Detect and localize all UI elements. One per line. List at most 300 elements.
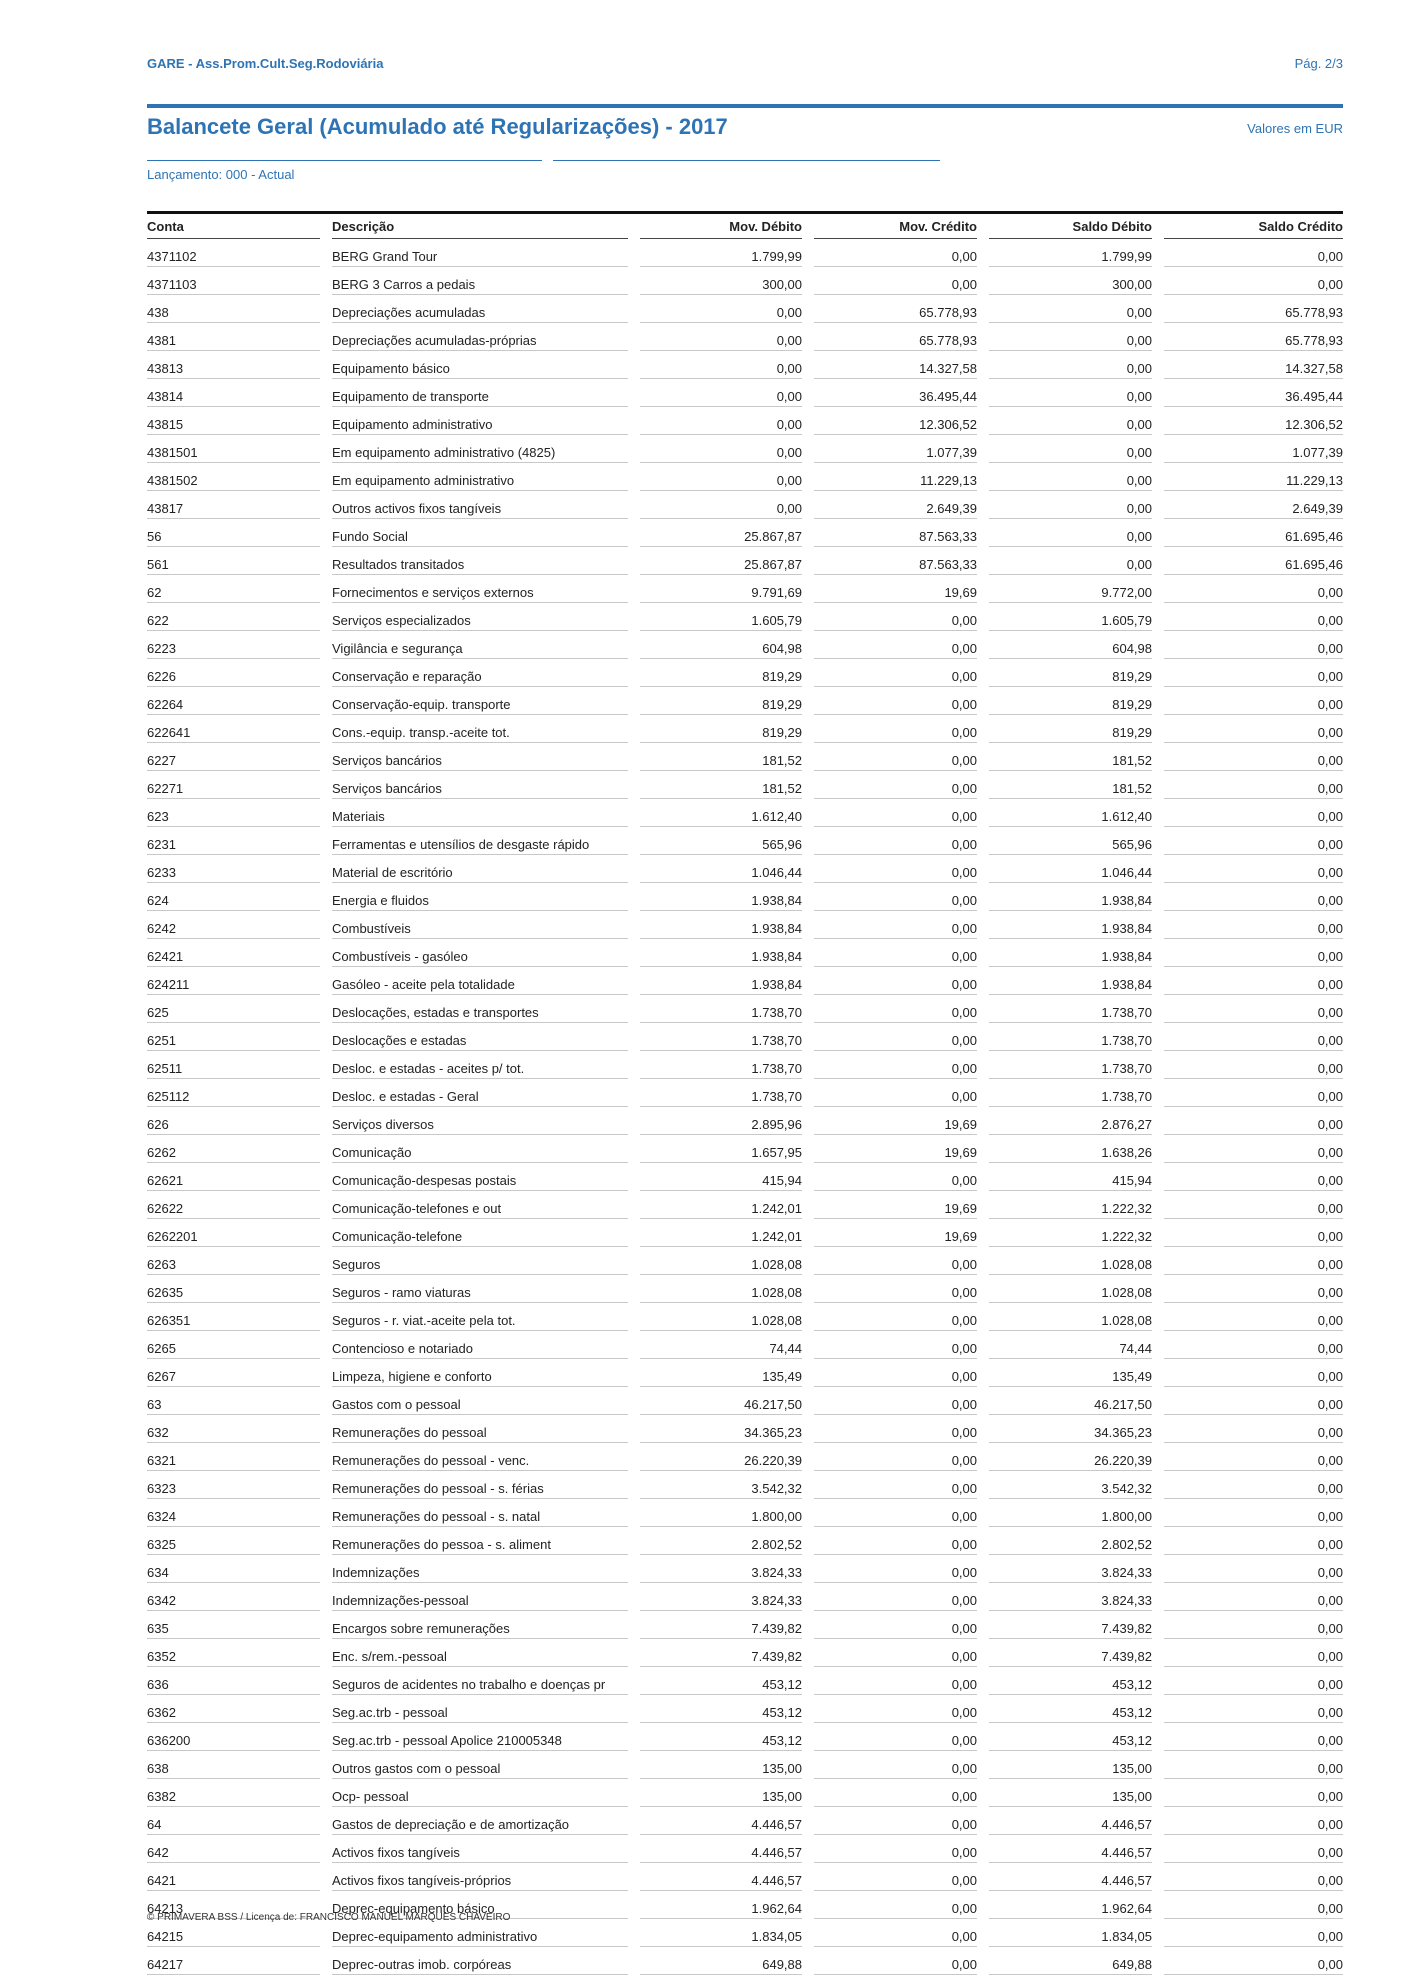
mov-credit-cell: 0,00 [814, 967, 977, 995]
mov-credit-cell: 0,00 [814, 1891, 977, 1919]
table-row [147, 1163, 1343, 1191]
mov-credit-cell: 0,00 [814, 1835, 977, 1863]
mov-credit-cell: 0,00 [814, 1863, 977, 1891]
balance-credit-cell: 0,00 [1164, 603, 1343, 631]
description-cell: Combustíveis [332, 911, 628, 939]
description-cell: Seguros - ramo viaturas [332, 1275, 628, 1303]
account-code-cell: 638 [147, 1751, 320, 1779]
description-cell: Remunerações do pessoal - s. natal [332, 1499, 628, 1527]
table-row [147, 1947, 1343, 1975]
mov-debit-cell: 135,00 [640, 1751, 802, 1779]
description-cell: Material de escritório [332, 855, 628, 883]
account-code-cell: 6231 [147, 827, 320, 855]
balance-credit-cell: 0,00 [1164, 1247, 1343, 1275]
table-row [147, 911, 1343, 939]
balance-credit-cell: 0,00 [1164, 239, 1343, 267]
balance-debit-cell: 1.222,32 [989, 1191, 1152, 1219]
balance-debit-cell: 135,00 [989, 1751, 1152, 1779]
account-code-cell: 43814 [147, 379, 320, 407]
mov-debit-cell: 7.439,82 [640, 1639, 802, 1667]
balance-credit-cell: 61.695,46 [1164, 519, 1343, 547]
account-code-cell: 6362 [147, 1695, 320, 1723]
mov-credit-cell: 0,00 [814, 995, 977, 1023]
account-code-cell: 4381 [147, 323, 320, 351]
balance-credit-cell: 11.229,13 [1164, 463, 1343, 491]
description-cell: Seguros de acidentes no trabalho e doenças pr [332, 1667, 628, 1695]
balance-debit-cell: 1.028,08 [989, 1275, 1152, 1303]
description-cell: Indemnizações [332, 1555, 628, 1583]
balance-debit-cell: 453,12 [989, 1667, 1152, 1695]
table-row [147, 995, 1343, 1023]
description-cell: Outros gastos com o pessoal [332, 1751, 628, 1779]
balance-credit-cell: 0,00 [1164, 1219, 1343, 1247]
description-cell: Remunerações do pessoal - venc. [332, 1443, 628, 1471]
mov-credit-cell: 0,00 [814, 827, 977, 855]
balance-credit-cell: 2.649,39 [1164, 491, 1343, 519]
balance-credit-cell: 0,00 [1164, 827, 1343, 855]
account-code-cell: 64217 [147, 1947, 320, 1975]
mov-credit-cell: 36.495,44 [814, 379, 977, 407]
account-code-cell: 6352 [147, 1639, 320, 1667]
mov-debit-cell: 604,98 [640, 631, 802, 659]
table-row [147, 1835, 1343, 1863]
mov-debit-cell: 1.605,79 [640, 603, 802, 631]
account-code-cell: 624211 [147, 967, 320, 995]
account-code-cell: 6267 [147, 1359, 320, 1387]
description-cell: Serviços especializados [332, 603, 628, 631]
table-row [147, 351, 1343, 379]
balance-debit-cell: 4.446,57 [989, 1835, 1152, 1863]
table-row [147, 435, 1343, 463]
description-cell: Deprec-equipamento básico [332, 1891, 628, 1919]
mov-debit-cell: 1.800,00 [640, 1499, 802, 1527]
mov-credit-cell: 19,69 [814, 1191, 977, 1219]
mov-debit-cell: 0,00 [640, 351, 802, 379]
balance-credit-cell: 0,00 [1164, 1499, 1343, 1527]
mov-credit-cell: 0,00 [814, 267, 977, 295]
mov-credit-cell: 0,00 [814, 1807, 977, 1835]
account-code-cell: 625112 [147, 1079, 320, 1107]
mov-debit-cell: 1.028,08 [640, 1247, 802, 1275]
table-row [147, 1135, 1343, 1163]
col-header-saldo-credito: Saldo Crédito [1164, 214, 1343, 239]
balance-credit-cell: 0,00 [1164, 1919, 1343, 1947]
balance-debit-cell: 1.738,70 [989, 1079, 1152, 1107]
account-code-cell: 6262 [147, 1135, 320, 1163]
account-code-cell: 625 [147, 995, 320, 1023]
account-code-cell: 438 [147, 295, 320, 323]
account-code-cell: 43813 [147, 351, 320, 379]
balance-credit-cell: 0,00 [1164, 1331, 1343, 1359]
table-row [147, 855, 1343, 883]
mov-debit-cell: 1.938,84 [640, 883, 802, 911]
table-row [147, 491, 1343, 519]
balance-credit-cell: 65.778,93 [1164, 295, 1343, 323]
mov-credit-cell: 0,00 [814, 911, 977, 939]
account-code-cell: 642 [147, 1835, 320, 1863]
col-header-conta: Conta [147, 214, 320, 239]
mov-credit-cell: 11.229,13 [814, 463, 977, 491]
description-cell: Desloc. e estadas - aceites p/ tot. [332, 1051, 628, 1079]
balance-debit-cell: 3.824,33 [989, 1555, 1152, 1583]
balance-credit-cell: 0,00 [1164, 771, 1343, 799]
balance-debit-cell: 415,94 [989, 1163, 1152, 1191]
account-code-cell: 6323 [147, 1471, 320, 1499]
account-code-cell: 623 [147, 799, 320, 827]
mov-credit-cell: 0,00 [814, 1751, 977, 1779]
table-row [147, 1051, 1343, 1079]
balance-debit-cell: 1.738,70 [989, 1051, 1152, 1079]
balance-debit-cell: 819,29 [989, 687, 1152, 715]
table-row [147, 1807, 1343, 1835]
table-row [147, 1079, 1343, 1107]
mov-credit-cell: 0,00 [814, 687, 977, 715]
mov-credit-cell: 0,00 [814, 1723, 977, 1751]
mov-debit-cell: 1.242,01 [640, 1191, 802, 1219]
balance-debit-cell: 604,98 [989, 631, 1152, 659]
account-code-cell: 63 [147, 1387, 320, 1415]
mov-credit-cell: 65.778,93 [814, 295, 977, 323]
balance-credit-cell: 0,00 [1164, 659, 1343, 687]
description-cell: Enc. s/rem.-pessoal [332, 1639, 628, 1667]
account-code-cell: 626351 [147, 1303, 320, 1331]
balance-debit-cell: 1.938,84 [989, 911, 1152, 939]
description-cell: Em equipamento administrativo [332, 463, 628, 491]
mov-debit-cell: 300,00 [640, 267, 802, 295]
balance-credit-cell: 0,00 [1164, 743, 1343, 771]
description-cell: Materiais [332, 799, 628, 827]
account-code-cell: 6421 [147, 1863, 320, 1891]
table-row [147, 1639, 1343, 1667]
table-row [147, 827, 1343, 855]
account-code-cell: 6325 [147, 1527, 320, 1555]
account-code-cell: 6321 [147, 1443, 320, 1471]
table-row [147, 1863, 1343, 1891]
description-cell: Depreciações acumuladas-próprias [332, 323, 628, 351]
description-cell: Gasóleo - aceite pela totalidade [332, 967, 628, 995]
page-number: Pág. 2/3 [1294, 56, 1343, 71]
table-row [147, 743, 1343, 771]
description-cell: Energia e fluidos [332, 883, 628, 911]
mov-credit-cell: 0,00 [814, 1331, 977, 1359]
mov-debit-cell: 3.542,32 [640, 1471, 802, 1499]
account-code-cell: 6265 [147, 1331, 320, 1359]
mov-credit-cell: 0,00 [814, 1387, 977, 1415]
balance-debit-cell: 1.222,32 [989, 1219, 1152, 1247]
balance-credit-cell: 0,00 [1164, 1611, 1343, 1639]
account-code-cell: 624 [147, 883, 320, 911]
balance-credit-cell: 0,00 [1164, 1723, 1343, 1751]
account-code-cell: 6382 [147, 1779, 320, 1807]
mov-credit-cell: 0,00 [814, 239, 977, 267]
account-code-cell: 6342 [147, 1583, 320, 1611]
mov-credit-cell: 0,00 [814, 1555, 977, 1583]
balance-debit-cell: 74,44 [989, 1331, 1152, 1359]
table-row [147, 519, 1343, 547]
account-code-cell: 626 [147, 1107, 320, 1135]
balance-debit-cell: 300,00 [989, 267, 1152, 295]
col-header-mov-debito: Mov. Débito [640, 214, 802, 239]
balance-credit-cell: 0,00 [1164, 631, 1343, 659]
description-cell: Seguros [332, 1247, 628, 1275]
mov-debit-cell: 1.938,84 [640, 967, 802, 995]
mov-debit-cell: 181,52 [640, 743, 802, 771]
mov-debit-cell: 0,00 [640, 491, 802, 519]
account-code-cell: 62 [147, 575, 320, 603]
mov-credit-cell: 19,69 [814, 1219, 977, 1247]
description-cell: Conservação-equip. transporte [332, 687, 628, 715]
account-code-cell: 56 [147, 519, 320, 547]
mov-credit-cell: 0,00 [814, 883, 977, 911]
mov-debit-cell: 0,00 [640, 435, 802, 463]
balance-credit-cell: 0,00 [1164, 855, 1343, 883]
balance-debit-cell: 1.938,84 [989, 939, 1152, 967]
mov-debit-cell: 1.046,44 [640, 855, 802, 883]
mov-debit-cell: 453,12 [640, 1667, 802, 1695]
mov-debit-cell: 4.446,57 [640, 1835, 802, 1863]
mov-credit-cell: 0,00 [814, 1247, 977, 1275]
description-cell: Equipamento básico [332, 351, 628, 379]
description-cell: Encargos sobre remunerações [332, 1611, 628, 1639]
balance-credit-cell: 0,00 [1164, 1443, 1343, 1471]
mov-credit-cell: 2.649,39 [814, 491, 977, 519]
balance-debit-cell: 3.542,32 [989, 1471, 1152, 1499]
account-code-cell: 64 [147, 1807, 320, 1835]
mov-debit-cell: 9.791,69 [640, 575, 802, 603]
account-code-cell: 64213 [147, 1891, 320, 1919]
mov-credit-cell: 0,00 [814, 1583, 977, 1611]
balance-debit-cell: 1.738,70 [989, 1023, 1152, 1051]
balance-credit-cell: 1.077,39 [1164, 435, 1343, 463]
table-row [147, 1219, 1343, 1247]
balance-credit-cell: 0,00 [1164, 1807, 1343, 1835]
table-row [147, 883, 1343, 911]
description-cell: Seguros - r. viat.-aceite pela tot. [332, 1303, 628, 1331]
mov-credit-cell: 0,00 [814, 659, 977, 687]
balance-credit-cell: 0,00 [1164, 575, 1343, 603]
mov-debit-cell: 181,52 [640, 771, 802, 799]
mov-debit-cell: 3.824,33 [640, 1583, 802, 1611]
mov-debit-cell: 26.220,39 [640, 1443, 802, 1471]
mov-credit-cell: 65.778,93 [814, 323, 977, 351]
mov-credit-cell: 0,00 [814, 1527, 977, 1555]
description-cell: Activos fixos tangíveis-próprios [332, 1863, 628, 1891]
table-row [147, 1303, 1343, 1331]
mov-credit-cell: 0,00 [814, 1443, 977, 1471]
balance-debit-cell: 649,88 [989, 1947, 1152, 1975]
description-cell: Deslocações, estadas e transportes [332, 995, 628, 1023]
balance-debit-cell: 0,00 [989, 435, 1152, 463]
balance-debit-cell: 0,00 [989, 491, 1152, 519]
description-cell: Deprec-equipamento administrativo [332, 1919, 628, 1947]
table-row [147, 1723, 1343, 1751]
mov-debit-cell: 0,00 [640, 407, 802, 435]
mov-debit-cell: 1.938,84 [640, 939, 802, 967]
mov-debit-cell: 46.217,50 [640, 1387, 802, 1415]
mov-credit-cell: 0,00 [814, 631, 977, 659]
balance-debit-cell: 46.217,50 [989, 1387, 1152, 1415]
mov-credit-cell: 0,00 [814, 1779, 977, 1807]
mov-debit-cell: 1.028,08 [640, 1275, 802, 1303]
account-code-cell: 6262201 [147, 1219, 320, 1247]
mov-debit-cell: 1.738,70 [640, 1079, 802, 1107]
mov-credit-cell: 0,00 [814, 1639, 977, 1667]
mov-debit-cell: 25.867,87 [640, 519, 802, 547]
balance-debit-cell: 1.799,99 [989, 239, 1152, 267]
mov-credit-cell: 1.077,39 [814, 435, 977, 463]
description-cell: Desloc. e estadas - Geral [332, 1079, 628, 1107]
account-code-cell: 62621 [147, 1163, 320, 1191]
balance-credit-cell: 0,00 [1164, 1359, 1343, 1387]
balance-credit-cell: 0,00 [1164, 799, 1343, 827]
table-row [147, 967, 1343, 995]
mov-debit-cell: 1.657,95 [640, 1135, 802, 1163]
description-cell: Combustíveis - gasóleo [332, 939, 628, 967]
balance-debit-cell: 2.802,52 [989, 1527, 1152, 1555]
balance-debit-cell: 1.962,64 [989, 1891, 1152, 1919]
mov-credit-cell: 87.563,33 [814, 547, 977, 575]
balance-credit-cell: 0,00 [1164, 1779, 1343, 1807]
balance-credit-cell: 61.695,46 [1164, 547, 1343, 575]
balance-debit-cell: 26.220,39 [989, 1443, 1152, 1471]
mov-debit-cell: 1.028,08 [640, 1303, 802, 1331]
mov-credit-cell: 0,00 [814, 1163, 977, 1191]
balance-credit-cell: 0,00 [1164, 1527, 1343, 1555]
description-cell: BERG 3 Carros a pedais [332, 267, 628, 295]
table-row [147, 1247, 1343, 1275]
account-code-cell: 6251 [147, 1023, 320, 1051]
balance-debit-cell: 135,00 [989, 1779, 1152, 1807]
balance-credit-cell: 0,00 [1164, 967, 1343, 995]
mov-credit-cell: 12.306,52 [814, 407, 977, 435]
balance-credit-cell: 36.495,44 [1164, 379, 1343, 407]
balance-credit-cell: 0,00 [1164, 1107, 1343, 1135]
balance-credit-cell: 0,00 [1164, 1191, 1343, 1219]
table-row [147, 1275, 1343, 1303]
account-code-cell: 4381501 [147, 435, 320, 463]
balance-debit-cell: 565,96 [989, 827, 1152, 855]
account-code-cell: 62622 [147, 1191, 320, 1219]
balance-debit-cell: 7.439,82 [989, 1639, 1152, 1667]
table-row [147, 239, 1343, 267]
mov-credit-cell: 0,00 [814, 1303, 977, 1331]
mov-credit-cell: 0,00 [814, 799, 977, 827]
balance-debit-cell: 1.605,79 [989, 603, 1152, 631]
description-cell: Seg.ac.trb - pessoal [332, 1695, 628, 1723]
description-cell: Fundo Social [332, 519, 628, 547]
description-cell: Serviços bancários [332, 771, 628, 799]
description-cell: Equipamento administrativo [332, 407, 628, 435]
mov-credit-cell: 0,00 [814, 1499, 977, 1527]
description-cell: Comunicação-despesas postais [332, 1163, 628, 1191]
mov-credit-cell: 0,00 [814, 1919, 977, 1947]
balance-debit-cell: 7.439,82 [989, 1611, 1152, 1639]
mov-debit-cell: 819,29 [640, 715, 802, 743]
description-cell: Serviços diversos [332, 1107, 628, 1135]
mov-credit-cell: 0,00 [814, 1695, 977, 1723]
table-row [147, 1555, 1343, 1583]
mov-debit-cell: 1.612,40 [640, 799, 802, 827]
table-row [147, 1611, 1343, 1639]
mov-credit-cell: 0,00 [814, 715, 977, 743]
mov-credit-cell: 0,00 [814, 603, 977, 631]
table-row [147, 379, 1343, 407]
account-code-cell: 4371102 [147, 239, 320, 267]
description-cell: Gastos com o pessoal [332, 1387, 628, 1415]
table-row [147, 463, 1343, 491]
balance-credit-cell: 0,00 [1164, 883, 1343, 911]
table-row [147, 267, 1343, 295]
description-cell: Limpeza, higiene e conforto [332, 1359, 628, 1387]
description-cell: Seg.ac.trb - pessoal Apolice 210005348 [332, 1723, 628, 1751]
table-row [147, 1667, 1343, 1695]
mov-debit-cell: 415,94 [640, 1163, 802, 1191]
description-cell: Outros activos fixos tangíveis [332, 491, 628, 519]
balance-debit-cell: 1.834,05 [989, 1919, 1152, 1947]
balance-credit-cell: 0,00 [1164, 1275, 1343, 1303]
table-row [147, 771, 1343, 799]
table-row [147, 1583, 1343, 1611]
mov-credit-cell: 0,00 [814, 1947, 977, 1975]
balance-debit-cell: 0,00 [989, 351, 1152, 379]
description-cell: Equipamento de transporte [332, 379, 628, 407]
balance-credit-cell: 0,00 [1164, 1555, 1343, 1583]
balance-debit-cell: 1.738,70 [989, 995, 1152, 1023]
description-cell: Resultados transitados [332, 547, 628, 575]
balance-credit-cell: 0,00 [1164, 1751, 1343, 1779]
balance-debit-cell: 819,29 [989, 659, 1152, 687]
mov-credit-cell: 19,69 [814, 575, 977, 603]
mov-debit-cell: 1.242,01 [640, 1219, 802, 1247]
balance-credit-cell: 0,00 [1164, 1695, 1343, 1723]
col-header-mov-credito: Mov. Crédito [814, 214, 977, 239]
mov-debit-cell: 1.834,05 [640, 1919, 802, 1947]
mov-credit-cell: 0,00 [814, 1275, 977, 1303]
balance-debit-cell: 0,00 [989, 295, 1152, 323]
balance-credit-cell: 0,00 [1164, 1415, 1343, 1443]
balance-debit-cell: 1.938,84 [989, 967, 1152, 995]
mov-credit-cell: 0,00 [814, 855, 977, 883]
mov-debit-cell: 819,29 [640, 687, 802, 715]
balance-debit-cell: 453,12 [989, 1695, 1152, 1723]
mov-credit-cell: 87.563,33 [814, 519, 977, 547]
balance-credit-cell: 0,00 [1164, 1947, 1343, 1975]
account-code-cell: 62264 [147, 687, 320, 715]
mov-debit-cell: 565,96 [640, 827, 802, 855]
mov-debit-cell: 3.824,33 [640, 1555, 802, 1583]
mov-debit-cell: 4.446,57 [640, 1863, 802, 1891]
balance-debit-cell: 181,52 [989, 771, 1152, 799]
table-row [147, 687, 1343, 715]
mov-credit-cell: 0,00 [814, 1051, 977, 1079]
mov-debit-cell: 0,00 [640, 463, 802, 491]
mov-debit-cell: 2.895,96 [640, 1107, 802, 1135]
balance-debit-cell: 0,00 [989, 519, 1152, 547]
balance-debit-cell: 1.028,08 [989, 1303, 1152, 1331]
account-code-cell: 632 [147, 1415, 320, 1443]
license-footer: © PRIMAVERA BSS / Licença de: FRANCISCO MANUEL MARQUES CHAVEIRO [147, 1912, 511, 1923]
table-row [147, 631, 1343, 659]
balance-credit-cell: 0,00 [1164, 1163, 1343, 1191]
balance-credit-cell: 0,00 [1164, 1303, 1343, 1331]
balance-debit-cell: 1.938,84 [989, 883, 1152, 911]
account-code-cell: 62635 [147, 1275, 320, 1303]
mov-debit-cell: 25.867,87 [640, 547, 802, 575]
balance-credit-cell: 0,00 [1164, 1863, 1343, 1891]
mov-credit-cell: 0,00 [814, 1667, 977, 1695]
table-row [147, 715, 1343, 743]
currency-units: Valores em EUR [1247, 121, 1343, 136]
